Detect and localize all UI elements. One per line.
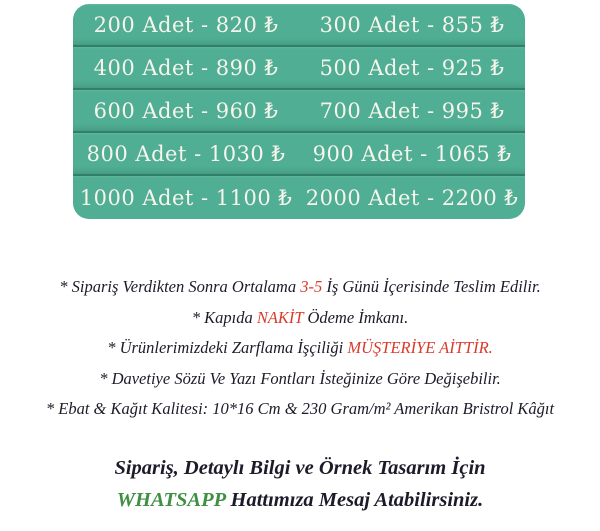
note-envelope-labor xyxy=(0,333,600,364)
footer-line-2 xyxy=(0,484,600,516)
note-text: * Ebat & Kağıt Kalitesi: 10*16 Cm & 230 Gram/m² Amerikan Bristrol Kâğıt xyxy=(45,399,555,418)
price-table-row xyxy=(73,133,525,176)
price-cell: 2000 Adet - 2200 ₺ xyxy=(305,185,519,210)
note-paper-quality xyxy=(0,394,600,425)
whatsapp-label: WHATSAPP xyxy=(116,489,226,511)
note-highlight: 3-5 xyxy=(300,277,323,296)
price-cell: 600 Adet - 960 ₺ xyxy=(93,98,279,123)
note-customizable-fonts xyxy=(0,364,600,395)
price-table-row xyxy=(73,90,525,133)
price-table-row xyxy=(73,176,525,219)
price-table-row xyxy=(73,4,525,47)
note-highlight: MÜŞTERİYE AİTTİR. xyxy=(347,338,493,357)
note-text: * Sipariş Verdikten Sonra Ortalama xyxy=(59,277,301,296)
footer-section xyxy=(0,452,600,516)
price-cell: 500 Adet - 925 ₺ xyxy=(319,55,505,80)
price-cell: 400 Adet - 890 ₺ xyxy=(93,55,279,80)
note-text: * Kapıda xyxy=(191,307,257,327)
price-cell: 200 Adet - 820 ₺ xyxy=(93,12,279,37)
note-text: Ödeme İmkanı. xyxy=(303,307,409,327)
price-cell: 700 Adet - 995 ₺ xyxy=(319,98,505,123)
price-cell: 300 Adet - 855 ₺ xyxy=(319,12,505,37)
note-text: İş Günü İçerisinde Teslim Edilir. xyxy=(322,277,541,296)
note-highlight: NAKİT xyxy=(256,307,304,327)
price-table-row xyxy=(73,47,525,90)
note-cash-payment xyxy=(0,303,600,334)
note-text: * Davetiye Sözü Ve Yazı Fontları İsteğinize Göre Değişebilir. xyxy=(99,368,501,388)
price-cell: 1000 Adet - 1100 ₺ xyxy=(79,185,293,210)
note-delivery-time xyxy=(0,272,600,303)
price-cell: 900 Adet - 1065 ₺ xyxy=(312,141,512,166)
notes-section xyxy=(0,272,600,425)
price-table xyxy=(73,4,525,219)
price-cell: 800 Adet - 1030 ₺ xyxy=(86,141,286,166)
note-text: * Ürünlerimizdeki Zarflama İşçiliği xyxy=(107,338,348,357)
footer-line-1: Sipariş, Detaylı Bilgi ve Örnek Tasarım İçin xyxy=(114,457,486,479)
footer-text: Hattımıza Mesaj Atabilirsiniz. xyxy=(225,489,484,511)
